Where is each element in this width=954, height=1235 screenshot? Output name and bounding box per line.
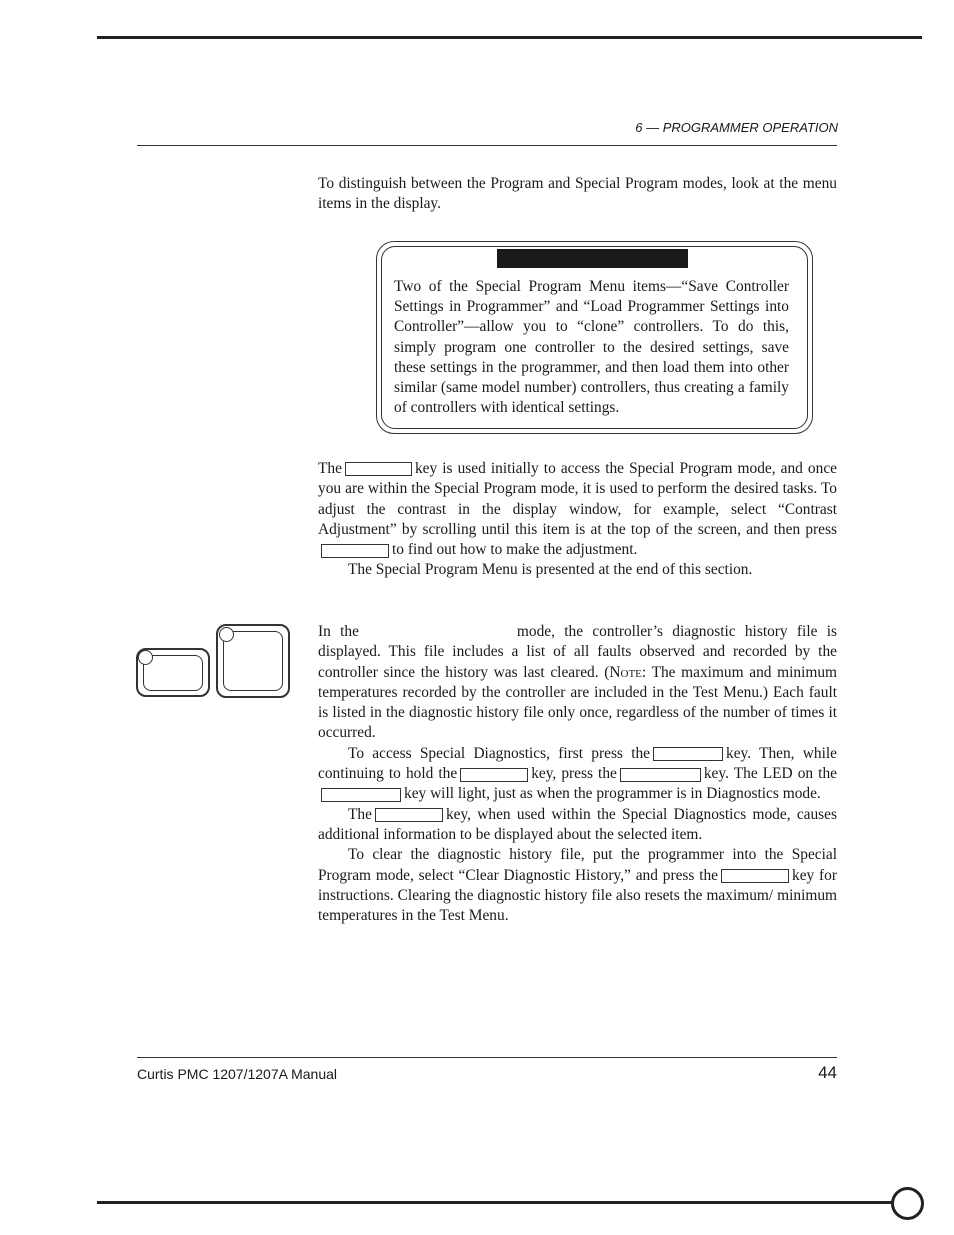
note-title-bar (497, 249, 688, 268)
led-icon (219, 627, 234, 642)
text-span: key, when used within the Special Diagnostics mode, causes additional information to be displayed about the selected item. (318, 805, 837, 843)
text-span: mode, the controller’s diagnostic history file is displayed. This file includes a list of all faults observed and recorded by the controller since the history was last cleared. ( (318, 623, 837, 681)
section-header: 6 — PROGRAMMER OPERATION (635, 120, 838, 135)
special-program-paragraph (318, 459, 837, 581)
key-label-box (460, 768, 528, 782)
text-span: : The maximum and minimum temperatures recorded by the controller are included in the Test Menu.) Each fault is listed in the diagnostic history file only once, regardless of the number of times it occurred. (318, 663, 838, 742)
key-label-box (620, 768, 701, 782)
key-label-box (345, 462, 412, 476)
top-rule (97, 36, 922, 39)
text-span: To access Special Diagnostics, first press the (348, 744, 650, 762)
program-key-inner (223, 631, 283, 691)
text-span: The Special Program Menu is presented at the end of this section. (348, 561, 753, 579)
key-label-box (375, 808, 443, 822)
note-text: Two of the Special Program Menu items—“Save Controller Settings in Programmer” and “Load Programmer Settings into Controller”—allow you to “clone” controllers. To do this, simply program one controller to the desired settings, save these settings in the programmer, and then load them into other similar (same model number) controllers, thus creating a family of controllers with identical settings. (394, 278, 789, 417)
text-span: key. The LED on the (703, 765, 837, 783)
intro-paragraph (318, 174, 837, 215)
key-label-box (721, 869, 789, 883)
text-span: key, press the (531, 765, 617, 783)
key-label-box (321, 788, 401, 802)
text-span: to find out how to make the adjustment. (392, 541, 638, 559)
manual-title: Curtis PMC 1207/1207A Manual (137, 1066, 337, 1082)
footer-rule (137, 1057, 837, 1058)
text-span: To clear the diagnostic history file, put the programmer into the Special Program mode, select “Clear Diagnostic History,” and press the (318, 846, 837, 884)
header-rule (137, 145, 837, 146)
text-span: key. Then, while continuing to hold the (318, 744, 837, 783)
led-icon (138, 650, 153, 665)
note-word: Note (609, 663, 642, 681)
text-span: In the (318, 623, 359, 640)
text-span: key is used initially to access the Special Program mode, and once you are within the Special Program mode, it is used to perform the desired tasks. To adjust the contrast in the display window, for example, select “Contrast Adjustment” by scrolling until this item is at the top of the screen, and then press (318, 460, 837, 538)
text-span: The (318, 460, 342, 477)
bottom-rule (97, 1201, 892, 1204)
special-diagnostics-paragraphs (318, 622, 837, 926)
page-number: 44 (818, 1063, 837, 1082)
text-span: key will light, just as when the programmer is in Diagnostics mode. (404, 785, 821, 803)
page-marker-circle (891, 1187, 924, 1220)
text-span: key for instructions. Clearing the diagnostic history file also resets the maximum/ minimum temperatures in the Test Menu. (318, 866, 837, 925)
key-label-box (653, 747, 723, 761)
intro-text: To distinguish between the Program and Special Program modes, look at the menu items in the display. (318, 175, 837, 213)
key-label-box (321, 544, 389, 558)
text-span: The (348, 805, 372, 823)
